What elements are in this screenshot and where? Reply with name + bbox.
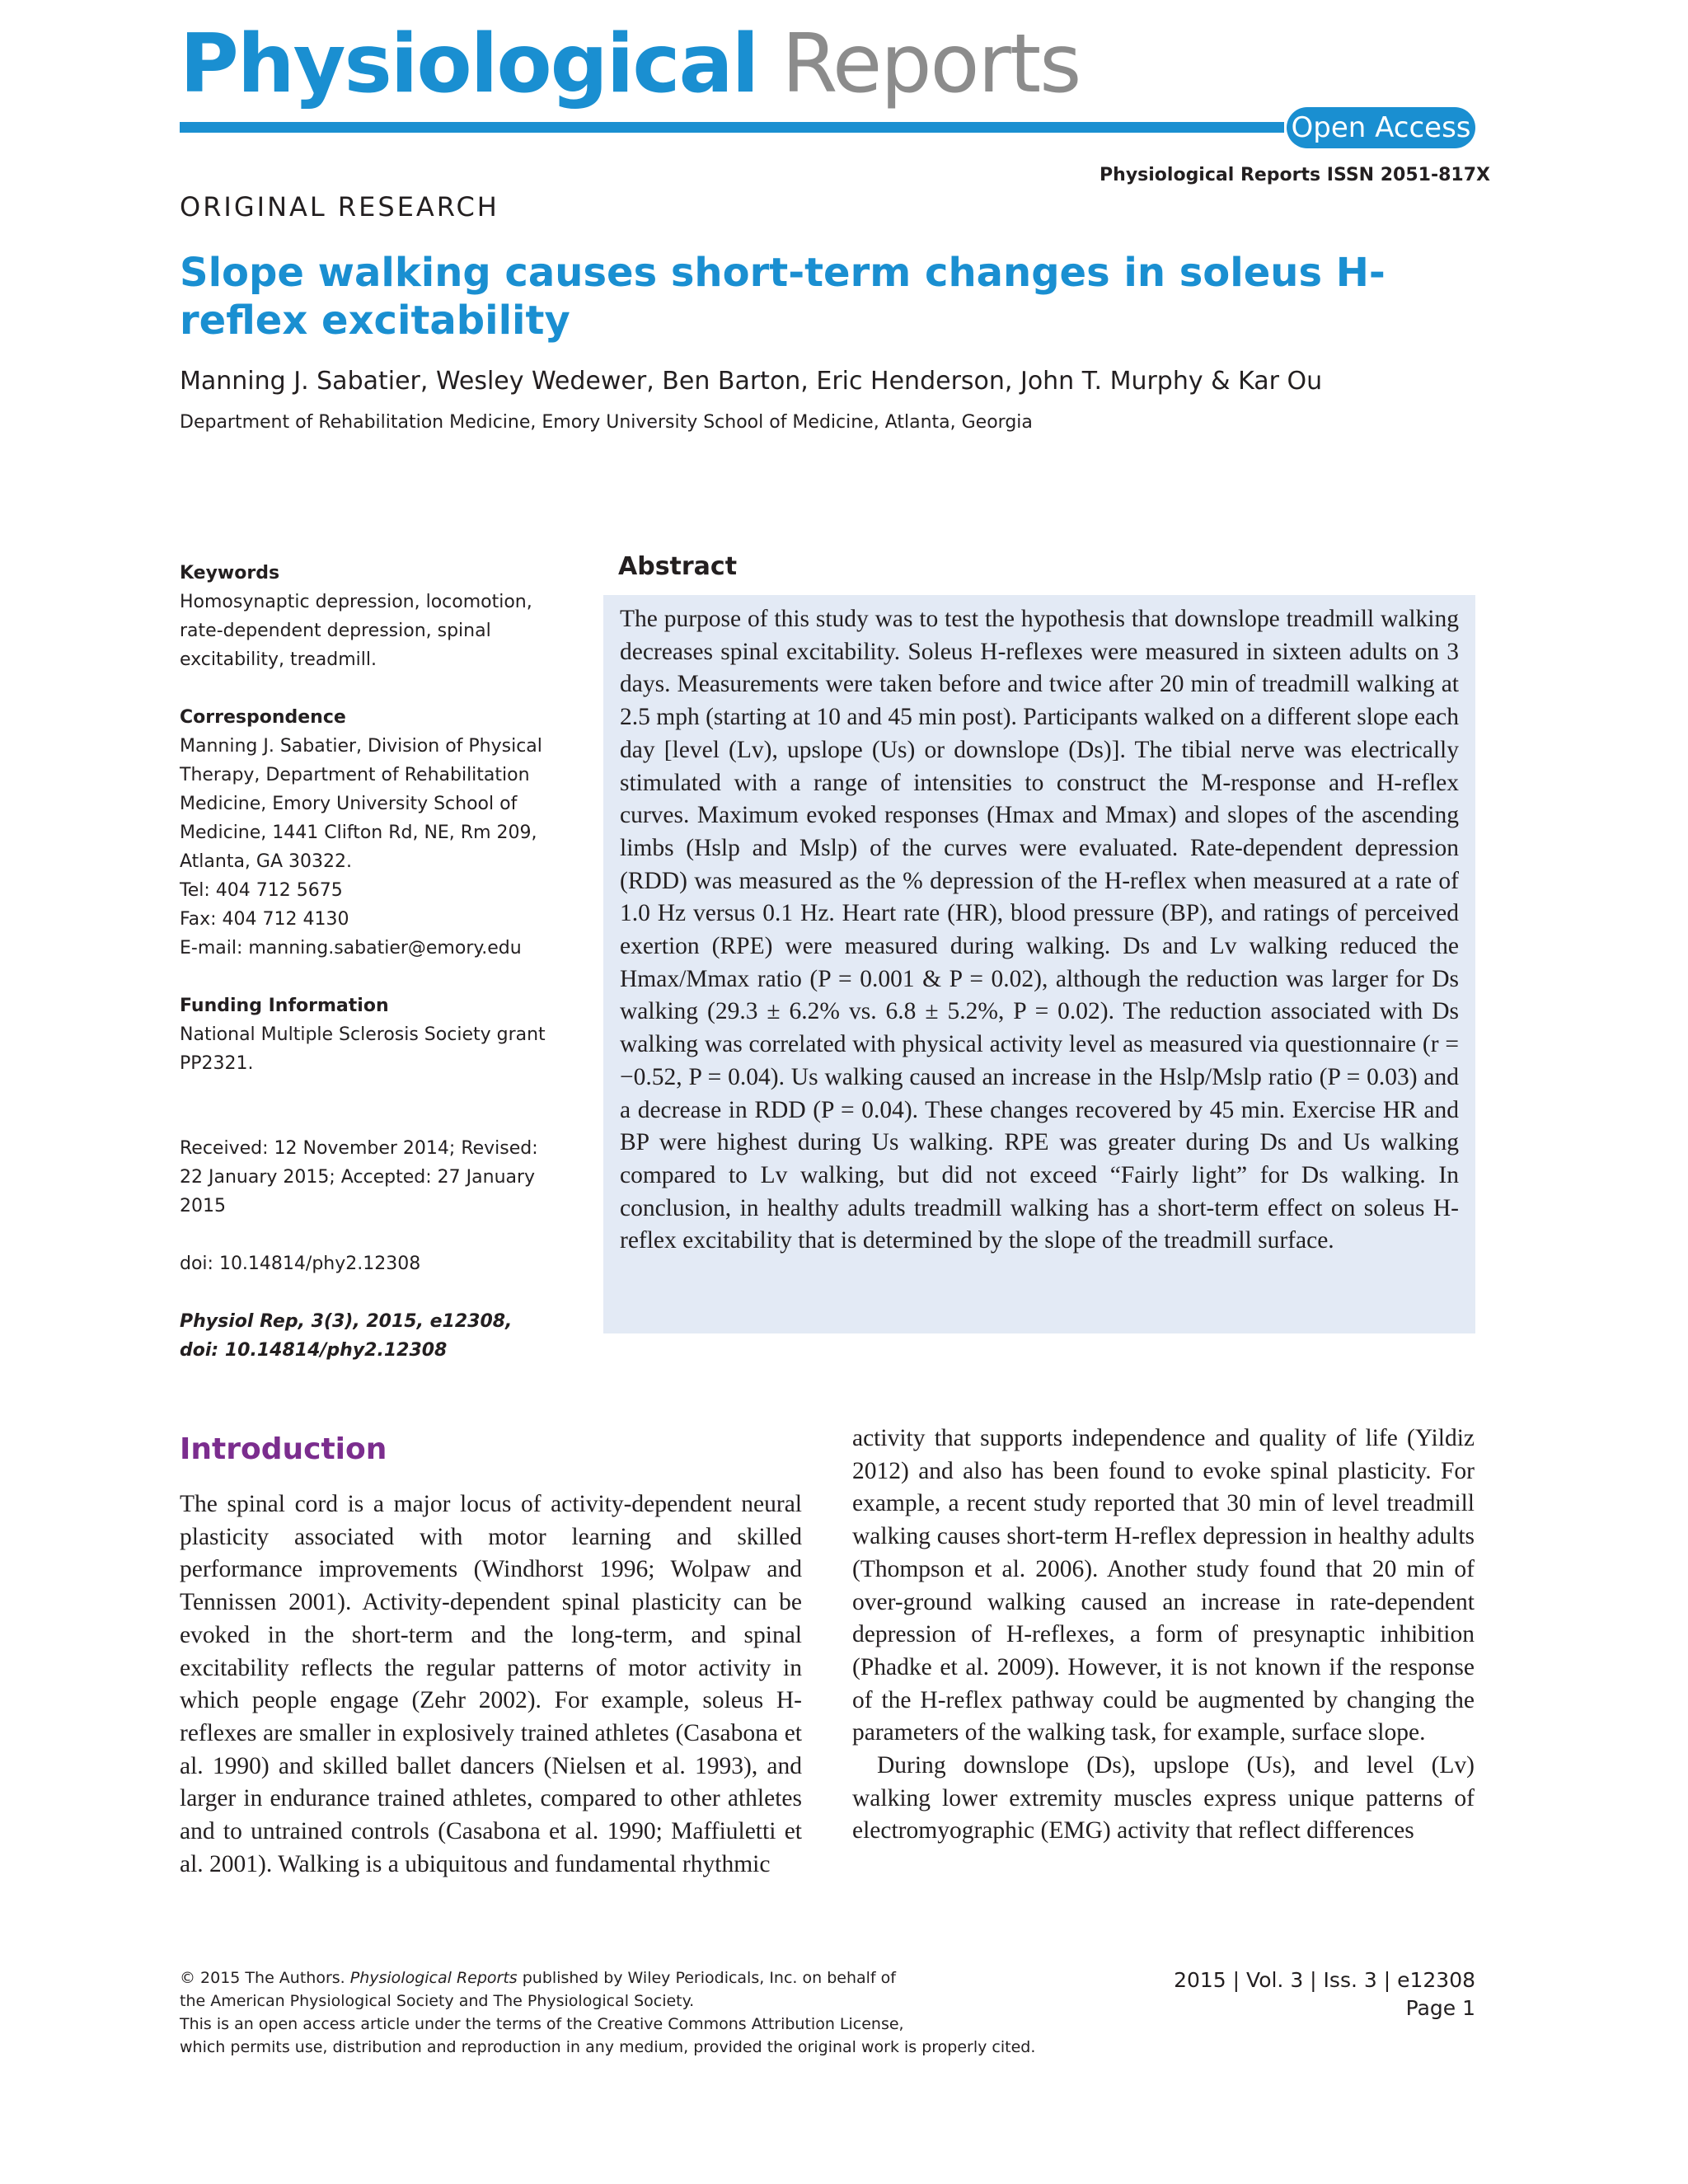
intro-paragraph-1: The spinal cord is a major locus of activity-dependent neural plasticity associated with motor learning and skilled performance improvements (Windhorst 1996; Wolpaw and Tennissen 2001). Activity-dependent spinal plasticity can be evoked in the short-term and the long-term, and spinal excitability reflects the regular patterns of motor activity in which people engage (Zehr 2002). For example, soleus H-reflexes are smaller in explosively trained athletes (Casabona et al. 1990) and skilled ballet dancers (Nielsen et al. 1993), and larger in endurance trained athletes, compared to other athletes and to untrained controls (Casabona et al. 1990; Maffiuletti et al. 2001). Walking is a ubiquitous and fundamental rhythmic	[180, 1491, 802, 1877]
article-title: Slope walking causes short-term changes in soleus H-reflex excitability	[180, 250, 1386, 344]
correspondence-line: Atlanta, GA 30322.	[180, 851, 352, 872]
copyright-journal: Physiological Reports	[349, 1969, 518, 1987]
abstract-heading: Abstract	[618, 552, 738, 581]
received-dates: Received: 12 November 2014; Revised: 22 January 2015; Accepted: 27 January 2015	[180, 1138, 538, 1216]
abstract-box	[603, 595, 1475, 1333]
copyright-suffix: published by Wiley Periodicals, Inc. on behalf of	[522, 1969, 896, 1987]
funding-heading: Funding Information	[180, 996, 389, 1016]
keywords-heading: Keywords	[180, 563, 280, 583]
correspondence-line: Medicine, Emory University School of	[180, 794, 518, 814]
correspondence-line: Medicine, 1441 Clifton Rd, NE, Rm 209,	[180, 823, 537, 843]
body-column-left	[180, 1488, 802, 1881]
copyright-notice	[180, 1966, 1128, 2059]
correspondence-tel: Tel: 404 712 5675	[180, 880, 343, 901]
correspondence-heading: Correspondence	[180, 707, 346, 728]
correspondence-line: Manning J. Sabatier, Division of Physical	[180, 736, 542, 757]
funding-block	[180, 991, 555, 1078]
correspondence-fax: Fax: 404 712 4130	[180, 909, 349, 930]
copyright-prefix: © 2015 The Authors.	[180, 1969, 345, 1987]
page-number: Page 1	[1405, 1996, 1475, 2020]
open-access-badge: Open Access	[1287, 107, 1475, 148]
abstract-text: The purpose of this study was to test the hypothesis that downslope treadmill walking decreases spinal excitability. Soleus H-reflexes were measured in sixteen adults on 3 days. Measurements were taken before and twice after 20 min of treadmill walking at 2.5 mph (starting at 10 and 45 min post). Participants walked on a different slope each day [level (Lv), upslope (Us) or downslope (Ds)]. The tibial nerve was electrically stimulated with a range of intensities to construct the M-response and H-reflex curves. Maximum evoked responses (Hmax and Mmax) and slopes of the ascending limbs (Hslp and Mslp) of the curves were evaluated. Rate-dependent depression (RDD) was measured as the % depression of the H-reflex when measured at a rate of 1.0 Hz versus 0.1 Hz. Heart rate (HR), blood pressure (BP), and ratings of perceived exertion (RPE) were measured during walking. Ds and Lv walking reduced the Hmax/Mmax ratio (P = 0.001 & P = 0.02), although the reduction was larger for Ds walking (29.3 ± 6.2% vs. 6.8 ± 5.2%, P = 0.02). The reduction associated with Ds walking was correlated with physical activity level as measured via questionnaire (r = −0.52, P = 0.04). Us walking caused an increase in the Hslp/Mslp ratio (P = 0.03) and a decrease in RDD (P = 0.04). These changes recovered by 45 min. Exercise HR and BP were highest during Us walking. RPE was greater during Ds and Us walking compared to Lv walking, but did not exceed “Fairly light” for Ds walking. In conclusion, in healthy adults treadmill walking has a short-term effect on soleus H-reflex excitability that is determined by the slope of the treadmill surface.	[620, 606, 1459, 1254]
license-line-1: This is an open access article under the terms of the Creative Commons Attribution License,	[180, 2015, 904, 2033]
article-authors: Manning J. Sabatier, Wesley Wedewer, Ben Barton, Eric Henderson, John T. Murphy & Kar Ou	[180, 367, 1323, 396]
copyright-line-2: the American Physiological Society and The Physiological Society.	[180, 1992, 695, 2010]
citation-line-2: doi: 10.14814/phy2.12308	[180, 1340, 448, 1361]
body-column-right	[852, 1422, 1475, 1848]
introduction-heading: Introduction	[180, 1432, 387, 1466]
keywords-block	[180, 559, 555, 674]
journal-issn: Physiological Reports ISSN 2051-817X	[1100, 165, 1490, 185]
journal-logo[interactable]	[180, 15, 1080, 114]
correspondence-block	[180, 703, 555, 963]
license-line-2: which permits use, distribution and reproduction in any medium, provided the original work is properly cited.	[180, 2038, 1036, 2056]
journal-name-part2: Reports	[781, 17, 1081, 111]
page-info	[1174, 1966, 1475, 2022]
correspondence-line: Therapy, Department of Rehabilitation	[180, 765, 530, 785]
article-affiliation: Department of Rehabilitation Medicine, Emory University School of Medicine, Atlanta, Georgia	[180, 412, 1033, 433]
citation-line-1: Physiol Rep, 3(3), 2015, e12308,	[180, 1311, 513, 1332]
journal-name-part1: Physiological	[180, 17, 758, 111]
section-label: ORIGINAL RESEARCH	[180, 191, 499, 223]
doi-link[interactable]: doi: 10.14814/phy2.12308	[180, 1254, 421, 1274]
correspondence-email[interactable]: E-mail: manning.sabatier@emory.edu	[180, 938, 522, 958]
article-sidebar	[180, 559, 555, 1365]
intro-paragraph-2: During downslope (Ds), upslope (Us), and level (Lv) walking lower extremity muscles express unique patterns of electromyographic (EMG) activity that reflect differences	[852, 1752, 1475, 1844]
keywords-text: Homosynaptic depression, locomotion, rate-dependent depression, spinal excitability, treadmill.	[180, 592, 532, 670]
intro-paragraph-continued: activity that supports independence and quality of life (Yildiz 2012) and also has been found to evoke spinal plasticity. For example, a recent study reported that 30 min of level treadmill walking causes short-term H-reflex depression in healthy adults (Thompson et al. 2006). Another study found that 20 min of over-ground walking caused an increase in rate-dependent depression of H-reflexes, a form of presynaptic inhibition (Phadke et al. 2009). However, it is not known if the response of the H-reflex pathway could be augmented by changing the parameters of the walking task, for example, surface slope.	[852, 1425, 1475, 1746]
issue-info: 2015 | Vol. 3 | Iss. 3 | e12308	[1174, 1968, 1475, 1992]
funding-text: National Multiple Sclerosis Society grant PP2321.	[180, 1024, 546, 1074]
journal-masthead	[180, 15, 1475, 144]
masthead-rule	[180, 122, 1284, 133]
